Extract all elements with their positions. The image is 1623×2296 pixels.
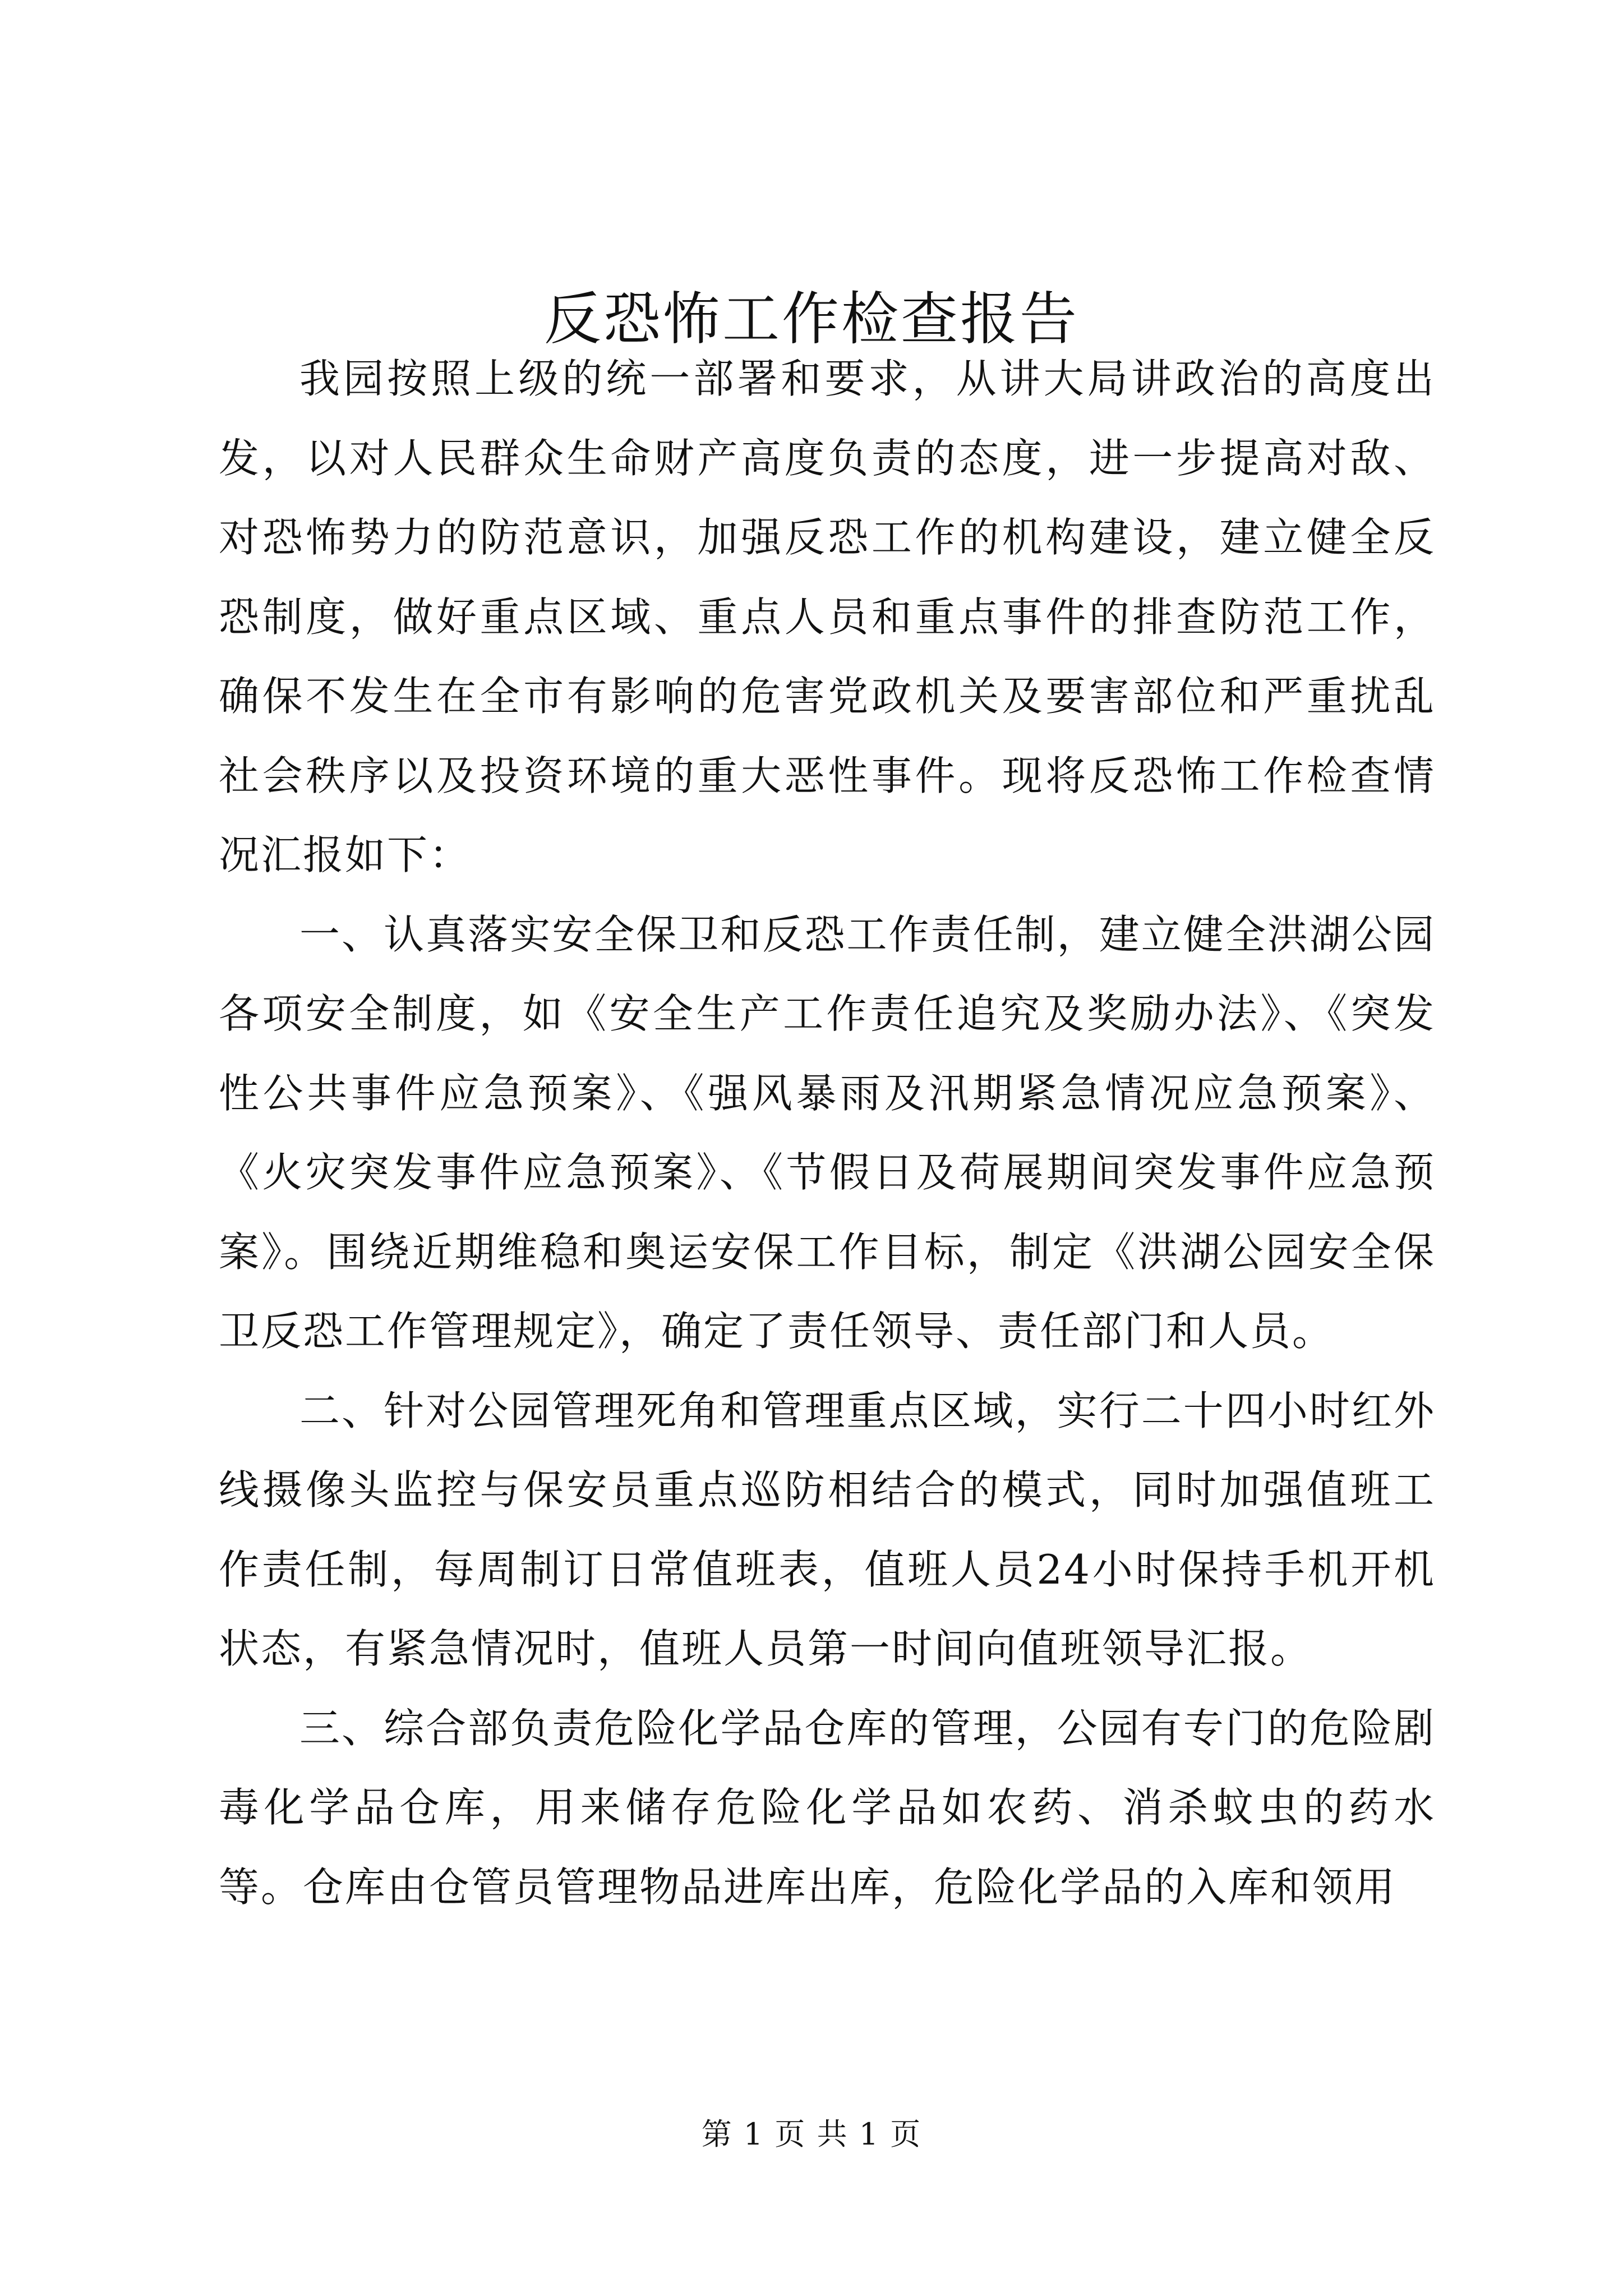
paragraph-section-1: 一、认真落实安全保卫和反恐工作责任制，建立健全洪湖公园各项安全制度，如《安全生产工作责任追究及奖励办法》、《突发性公共事件应急预案》、《强风暴雨及汛期紧急情况应急预案》、《火灾突发事件应急预案》、《节假日及荷展期间突发事件应急预案》。围绕近期维稳和奥运安保工作目标，制定《洪湖公园安全保卫反恐工作管理规定》，确定了责任领导、责任部门和人员。 — [219, 910, 1436, 1355]
document-title: 反恐怖工作检查报告 — [544, 286, 1079, 353]
paragraph-intro: 我园按照上级的统一部署和要求，从讲大局讲政治的高度出发，以对人民群众生命财产高度负责的态度，进一步提高对敌、对恐怖势力的防范意识，加强反恐工作的机构建设，建立健全反恐制度，做好重点区域、重点人员和重点事件的排查防范工作，确保不发生在全市有影响的危害党政机关及要害部位和严重扰乱社会秩序以及投资环境的重大恶性事件。现将反恐怖工作检查情况汇报如下： — [219, 355, 1436, 878]
paragraph-section-3: 三、综合部负责危险化学品仓库的管理，公园有专门的危险剧毒化学品仓库，用来储存危险化学品如农药、消杀蚊虫的药水等。仓库由仓管员管理物品进库出库，危险化学品的入库和领用 — [219, 1704, 1436, 1911]
document-body — [219, 339, 1436, 1927]
paragraph-section-2: 二、针对公园管理死角和管理重点区域，实行二十四小时红外线摄像头监控与保安员重点巡防相结合的模式，同时加强值班工作责任制，每周制订日常值班表，值班人员24小时保持手机开机状态，有紧急情况时，值班人员第一时间向值班领导汇报。 — [219, 1387, 1436, 1672]
page-footer: 第 1 页 共 1 页 — [701, 2116, 922, 2152]
